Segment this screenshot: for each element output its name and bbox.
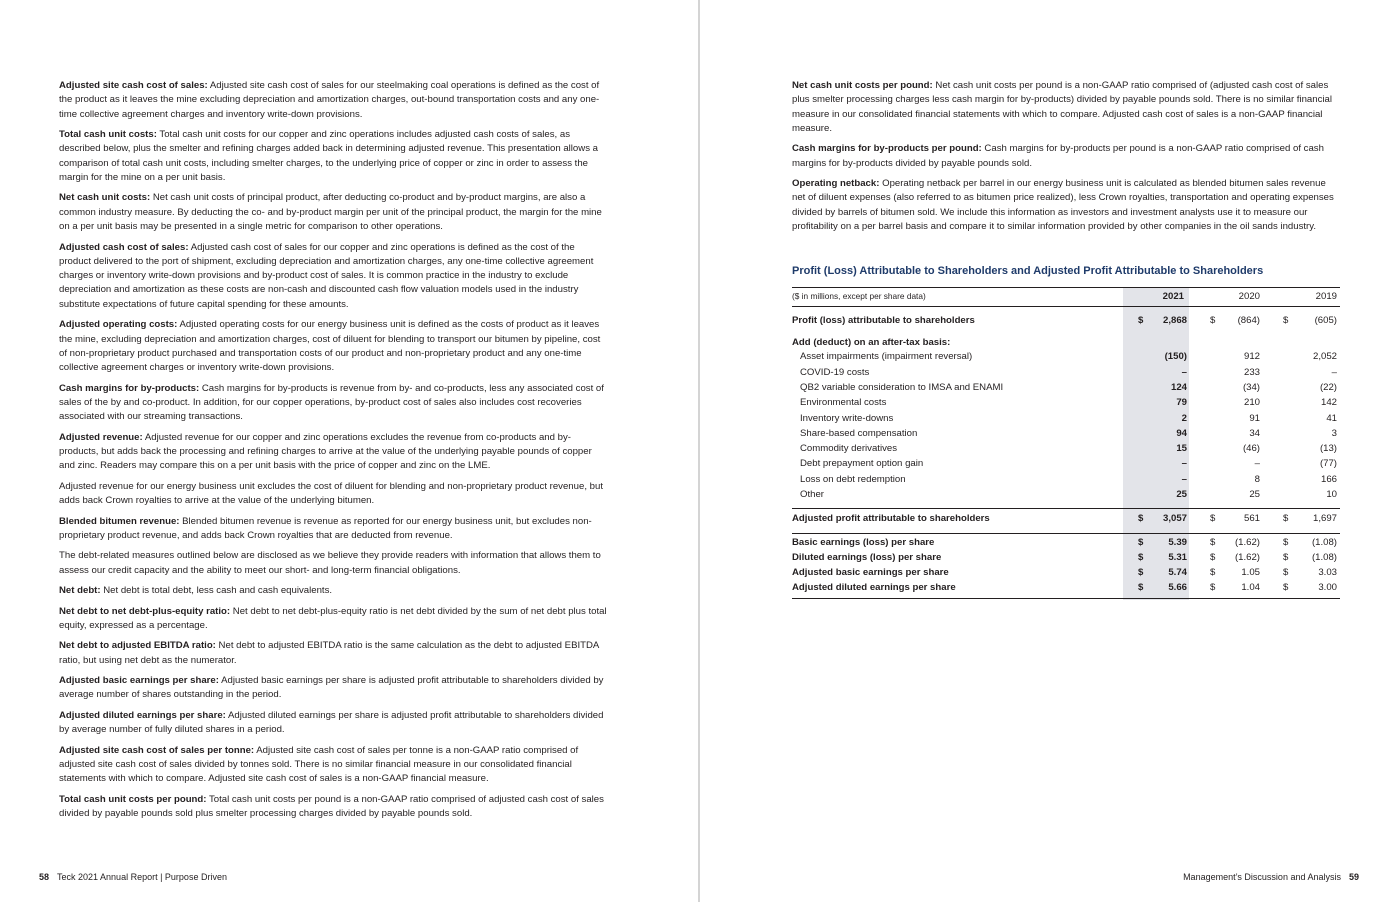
row-label: Adjusted profit attributable to shareholders [792,513,990,524]
value-2021: 124 [1170,382,1187,393]
defined-term: Adjusted site cash cost of sales per tonne: [59,744,255,756]
column-header-2019: 2019 [1315,291,1337,302]
value-2019: (1.08) [1311,552,1337,563]
definition-paragraph [59,515,607,544]
definition-text: Total cash unit costs per pound is a non-GAAP ratio comprised of adjusted cash cost of sales divided by payable pounds sold plus smelter processing charges divided by payable pounds sold. [59,793,604,820]
definition-text: Cash margins for by-products is revenue from by- and co-products, less any associated cost of sales of the by and co-product. In addition, for our copper operations, by-product cost of sales also includes cost recoveries associated with our streaming transactions. [59,382,604,423]
column-header-2021: 2021 [1162,291,1184,302]
table-row [792,550,1340,565]
row-label: Debt prepayment option gain [800,458,924,469]
row-label: Loss on debt redemption [800,474,906,485]
table-top-rule [792,287,1340,288]
value-2019: 3.00 [1318,582,1337,593]
defined-term: Cash margins for by-products: [59,382,200,394]
currency-2021: $ [1138,513,1144,524]
table-subtotal-rule [792,508,1340,509]
defined-term: Adjusted revenue: [59,431,143,443]
defined-term: Cash margins for by-products per pound: [792,143,982,155]
currency-2021: $ [1138,582,1144,593]
definition-paragraph [59,241,607,312]
row-label: Environmental costs [800,397,887,408]
value-2019: – [1331,367,1337,378]
currency-2021: $ [1138,567,1144,578]
value-2020: (864) [1237,315,1260,326]
currency-2021: $ [1138,552,1144,563]
row-label: Other [800,489,824,500]
value-2019: 10 [1326,489,1337,500]
row-label: QB2 variable consideration to IMSA and ENAMI [800,382,1004,393]
value-2019: (605) [1314,315,1337,326]
body-text: The debt-related measures outlined below are disclosed as we believe they provide readers with information that allows them to assess our credit capacity and the ability to meet our short- and long-term financial obligations. [59,550,601,576]
definition-paragraph [792,142,1340,171]
table-row [792,380,1340,395]
defined-term: Adjusted basic earnings per share: [59,675,219,687]
definition-text: Adjusted site cash cost of sales per tonne is a non-GAAP ratio comprised of adjusted site cash cost of sales divided by tonnes sold. There is no similar financial measure in our consolidated financial statements with which to compare. Adjusted site cash cost of sales is a non-GAAP financial measure. [59,744,579,785]
table-header-row [792,289,1340,304]
value-2019: 3.03 [1318,567,1337,578]
value-2021: 79 [1176,397,1187,408]
row-label: COVID-19 costs [800,367,870,378]
definition-paragraph [59,605,607,634]
table-row [792,411,1340,426]
currency-2020: $ [1210,315,1216,326]
value-2021: 15 [1176,443,1187,454]
definition-paragraph [59,709,607,738]
value-2020: (34) [1242,382,1260,393]
value-2020: 91 [1249,413,1260,424]
currency-2019: $ [1283,552,1289,563]
definition-paragraph [59,431,607,474]
row-label: Commodity derivatives [800,443,898,454]
table-row [792,472,1340,487]
value-2019: 1,697 [1312,513,1337,524]
value-2020: 210 [1243,397,1260,408]
value-2019: 2,052 [1312,351,1337,362]
definition-text: Adjusted cash cost of sales for our copper and zinc operations is defined as the cost of the product delivered to the port of shipment, excluding depreciation and amortization charges, any one-time collective agreement charges or inventory write-down provisions and by-product cost of sales. It is common practice in the industry to exclude depreciation and amortization as these costs are non-cash and discounted cash flow valuation models used in the industry substitute expectations of future capital spending for these amounts. [59,241,594,310]
value-2020: (1.62) [1234,537,1260,548]
footer-text: Teck 2021 Annual Report | Purpose Driven [57,872,227,882]
currency-2020: $ [1210,567,1216,578]
defined-term: Operating netback: [792,178,880,190]
table-row [792,349,1340,364]
table-row [792,313,1340,328]
right-text-column [792,79,1340,241]
defined-term: Net debt: [59,585,101,597]
body-text: Adjusted revenue for our energy business unit excludes the cost of diluent for blending and non-proprietary product revenue, but adds back Crown royalties to arrive at the value of the underlying bitumen. [59,480,603,507]
definition-paragraph [59,79,607,122]
currency-2020: $ [1210,552,1216,563]
table-row [792,580,1340,595]
table-row [792,335,1340,350]
definition-paragraph [59,793,607,822]
row-label: Add (deduct) on an after-tax basis: [792,337,951,348]
row-label: Inventory write-downs [800,413,894,424]
table-row [792,487,1340,502]
row-label: Share-based compensation [800,428,918,439]
value-2021: 5.66 [1168,582,1187,593]
defined-term: Net debt to net debt-plus-equity ratio: [59,605,231,617]
table-units-label: ($ in millions, except per share data) [792,291,926,301]
row-label: Profit (loss) attributable to shareholders [792,315,975,326]
definition-text: Adjusted basic earnings per share is adjusted profit attributable to shareholders divided by average number of shares outstanding in the period. [59,675,604,701]
value-2019: (13) [1319,443,1337,454]
value-2020: (46) [1242,443,1260,454]
definition-text: Cash margins for by-products per pound is a non-GAAP ratio comprised of cash margins for by-products divided by payable pounds sold. [792,143,1324,169]
defined-term: Adjusted cash cost of sales: [59,241,189,253]
defined-term: Net debt to adjusted EBITDA ratio: [59,640,216,652]
value-2021: 2,868 [1162,315,1187,326]
value-2020: (1.62) [1234,552,1260,563]
definition-text: Adjusted diluted earnings per share is adjusted profit attributable to shareholders divided by average number of fully diluted shares in a period. [59,709,604,736]
body-paragraph [59,480,607,509]
definition-text: Net cash unit costs of principal product, after deducting co-product and by-product margins, are also a common industry measure. By deducting the co- and by-product margin per unit of the principal product, the margin for the mine on a per unit basis may be presented in a single metric for comparison to other operations. [59,192,602,233]
definition-text: Net debt is total debt, less cash and cash equivalents. [100,585,333,597]
definition-text: Adjusted revenue for our copper and zinc operations excludes the revenue from co-products and by-products, but adds back the processing and refining charges to arrive at the value of the underlying payable pounds of copper and zinc. Readers may compare this on a per unit basis with the price of copper and zinc on the LME. [59,431,592,472]
value-2019: 142 [1320,397,1337,408]
body-paragraph [59,549,607,578]
definition-text: Adjusted site cash cost of sales for our steelmaking coal operations is defined as the cost of the product as it leaves the mine excluding depreciation and amortization charges, out-bound transportation costs and any one-time collective agreement charges and inventory write-down provisions. [59,80,600,120]
defined-term: Net cash unit costs per pound: [792,80,933,91]
value-2021: 3,057 [1162,513,1187,524]
value-2021: (150) [1164,351,1187,362]
definition-paragraph [59,191,607,234]
table-row [792,395,1340,410]
table-row [792,365,1340,380]
definition-text: Net debt to net debt-plus-equity ratio is net debt divided by the sum of net debt plus total equity, expressed as a percentage. [59,605,607,631]
right-page [700,0,1395,902]
value-2019: (77) [1319,458,1337,469]
value-2020: 1.04 [1241,582,1260,593]
value-2021: – [1181,458,1187,469]
table-bottom-rule [792,598,1340,599]
value-2021: 5.74 [1168,567,1187,578]
currency-2019: $ [1283,537,1289,548]
currency-2021: $ [1138,537,1144,548]
page-number: 59 [1348,872,1359,882]
value-2019: (1.08) [1311,537,1337,548]
definition-paragraph [792,177,1340,234]
row-label: Asset impairments (impairment reversal) [800,351,973,362]
definition-paragraph [59,318,607,375]
currency-2020: $ [1210,537,1216,548]
definition-text: Net cash unit costs per pound is a non-GAAP ratio comprised of (adjusted cash cost of sales plus smelter processing charges less cash margin for by-products) divided by payable pounds sold. There is no similar financial measure in our consolidated financial statements with which to compare. Adjusted cash cost of sales is a non-GAAP financial measure. [792,80,1332,134]
currency-2019: $ [1283,567,1289,578]
definition-text: Blended bitumen revenue is revenue as reported for our energy business unit, but excludes non-proprietary product revenue, and adds back Crown royalties that are deducted from revenue. [59,515,592,541]
defined-term: Blended bitumen revenue: [59,515,180,527]
definition-paragraph [59,584,607,598]
row-label: Adjusted diluted earnings per share [792,582,956,593]
value-2021: – [1181,474,1187,485]
value-2021: 5.31 [1168,552,1187,563]
definition-text: Adjusted operating costs for our energy business unit is defined as the costs of product as it leaves the mine, excluding depreciation and amortization charges, cost of diluent for blending to transport our bitumen by pipeline, cost of non-proprietary product purchased and transportation costs of our product and non-proprietary product and any one-time collective agreement charges or inventory write-down provisions. [59,319,601,374]
footer-text: Management’s Discussion and Analysis [1183,872,1341,882]
table-rule [792,533,1340,534]
page-number: 58 [39,872,50,882]
value-2021: 5.39 [1168,537,1187,548]
value-2021: 2 [1181,413,1187,424]
value-2020: 912 [1243,351,1260,362]
currency-2019: $ [1283,315,1289,326]
definition-text: Net debt to adjusted EBITDA ratio is the same calculation as the debt to adjusted EBITDA ratio, but using net debt as the numerator. [59,640,599,666]
value-2021: – [1181,367,1187,378]
row-label: Diluted earnings (loss) per share [792,552,942,563]
value-2020: – [1254,458,1260,469]
column-header-2020: 2020 [1238,291,1260,302]
defined-term: Net cash unit costs: [59,192,151,204]
value-2020: 561 [1243,513,1260,524]
value-2019: 3 [1331,428,1337,439]
value-2019: (22) [1319,382,1337,393]
value-2021: 94 [1176,428,1187,439]
definition-paragraph [792,79,1340,136]
page-footer [39,872,227,882]
table-row [792,441,1340,456]
table-row [792,535,1340,550]
value-2020: 34 [1249,428,1260,439]
value-2020: 1.05 [1241,567,1260,578]
currency-2019: $ [1283,582,1289,593]
defined-term: Adjusted site cash cost of sales: [59,80,208,91]
currency-2019: $ [1283,513,1289,524]
definition-paragraph [59,744,607,787]
definition-text: Operating netback per barrel in our energy business unit is calculated as blended bitumen sales revenue net of diluent expenses (also referred to as bitumen price realized), less Crown royalties, transportation and operating expenses divided by barrels of bitumen sold. We include this information as investors and investment analysts use it to measure our profitability on a per barrel basis and compare it to similar information provided by other companies in the oil sands industry. [792,178,1334,233]
definition-paragraph [59,128,607,185]
value-2021: 25 [1176,489,1187,500]
value-2020: 233 [1243,367,1260,378]
table-row [792,565,1340,580]
definition-paragraph [59,639,607,668]
value-2019: 166 [1320,474,1337,485]
table-row [792,511,1340,526]
defined-term: Adjusted operating costs: [59,319,178,331]
value-2020: 25 [1249,489,1260,500]
left-text-column [59,79,607,828]
row-label: Basic earnings (loss) per share [792,537,935,548]
defined-term: Total cash unit costs per pound: [59,793,207,805]
currency-2020: $ [1210,513,1216,524]
table-title: Profit (Loss) Attributable to Shareholders and Adjusted Profit Attributable to Shareholders [792,265,1264,277]
row-label: Adjusted basic earnings per share [792,567,949,578]
table-row [792,456,1340,471]
definition-text: Total cash unit costs for our copper and zinc operations includes adjusted cash costs of sales, as described below, plus the smelter and refining charges added back in determining adjusted revenue. This presentation allows a comparison of total cash unit costs, including smelter charges, to the underlying price of copper or zinc in order to assess the margin for the mine on a per unit basis. [59,129,598,183]
definition-paragraph [59,382,607,425]
table-header-rule [792,306,1340,307]
definition-paragraph [59,674,607,703]
currency-2021: $ [1138,315,1144,326]
defined-term: Adjusted diluted earnings per share: [59,709,226,721]
value-2019: 41 [1326,413,1337,424]
defined-term: Total cash unit costs: [59,129,157,141]
value-2020: 8 [1254,474,1260,485]
currency-2020: $ [1210,582,1216,593]
table-row [792,426,1340,441]
page-footer [1183,872,1359,882]
